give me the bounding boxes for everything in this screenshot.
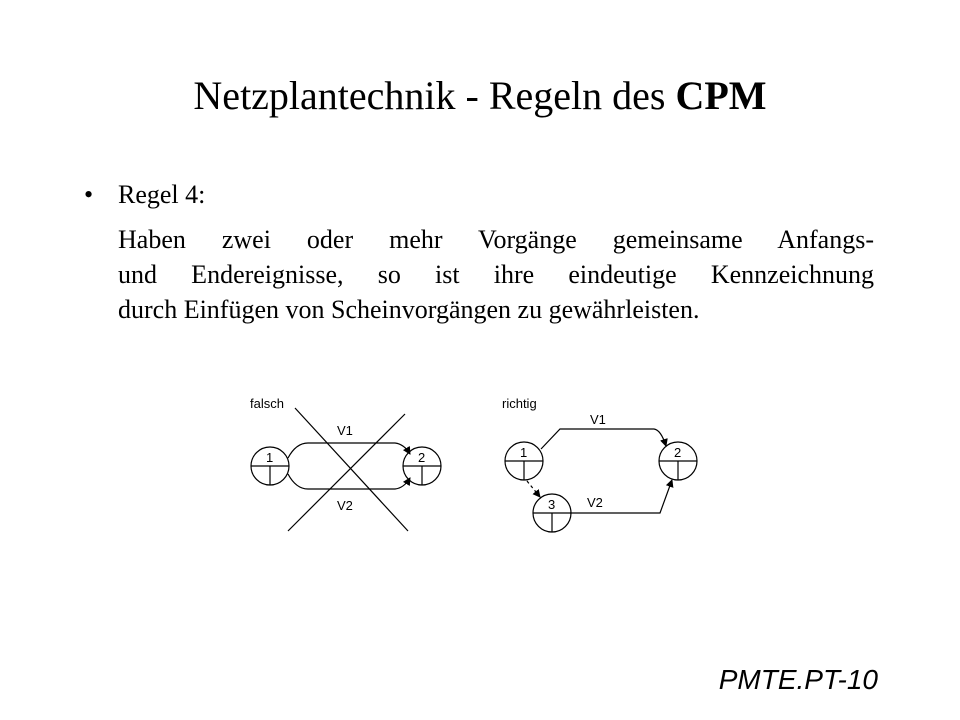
- edge-label-v2: V2: [587, 495, 603, 510]
- wrong-node-start: [251, 447, 289, 485]
- rule-line: durch Einfügen von Scheinvorgängen zu gewährleisten.: [118, 295, 700, 324]
- wrong-label: falsch: [250, 396, 284, 411]
- edge-v2: [570, 480, 672, 513]
- slide-footer: PMTE.PT-10: [718, 664, 878, 695]
- right-node-end: [659, 442, 697, 480]
- rule-description: [118, 222, 874, 327]
- wrong-diagram: [250, 396, 441, 531]
- edge-v1: [288, 443, 410, 458]
- edge-v2: [288, 474, 410, 489]
- rule-block: [84, 178, 874, 327]
- edge-label-v1: V1: [590, 412, 606, 427]
- edge-v1: [541, 429, 666, 449]
- node-number: 3: [548, 497, 556, 512]
- right-node-start: [505, 442, 543, 480]
- node-number: 2: [418, 450, 426, 465]
- title-bold: CPM: [675, 73, 767, 118]
- node-number: 2: [674, 445, 682, 460]
- right-node-dummy: [533, 494, 571, 532]
- bullet-item: [84, 178, 874, 212]
- rule-line: und Endereignisse, so ist ihre eindeutige Kennzeichnung: [118, 260, 874, 289]
- node-number: 1: [266, 450, 274, 465]
- edge-dummy: [527, 481, 540, 497]
- right-diagram: [502, 396, 697, 532]
- title-text: Netzplantechnik - Regeln des: [193, 73, 676, 118]
- network-diagram: [240, 388, 720, 558]
- edge-label-v1: V1: [337, 423, 353, 438]
- rule-line: Haben zwei oder mehr Vorgänge gemeinsame Anfangs-: [118, 225, 874, 254]
- edge-label-v2: V2: [337, 498, 353, 513]
- rule-label: Regel 4:: [118, 180, 206, 209]
- bullet-icon: •: [84, 180, 94, 209]
- right-label: richtig: [502, 396, 537, 411]
- node-number: 1: [520, 445, 528, 460]
- slide-title: [0, 72, 960, 120]
